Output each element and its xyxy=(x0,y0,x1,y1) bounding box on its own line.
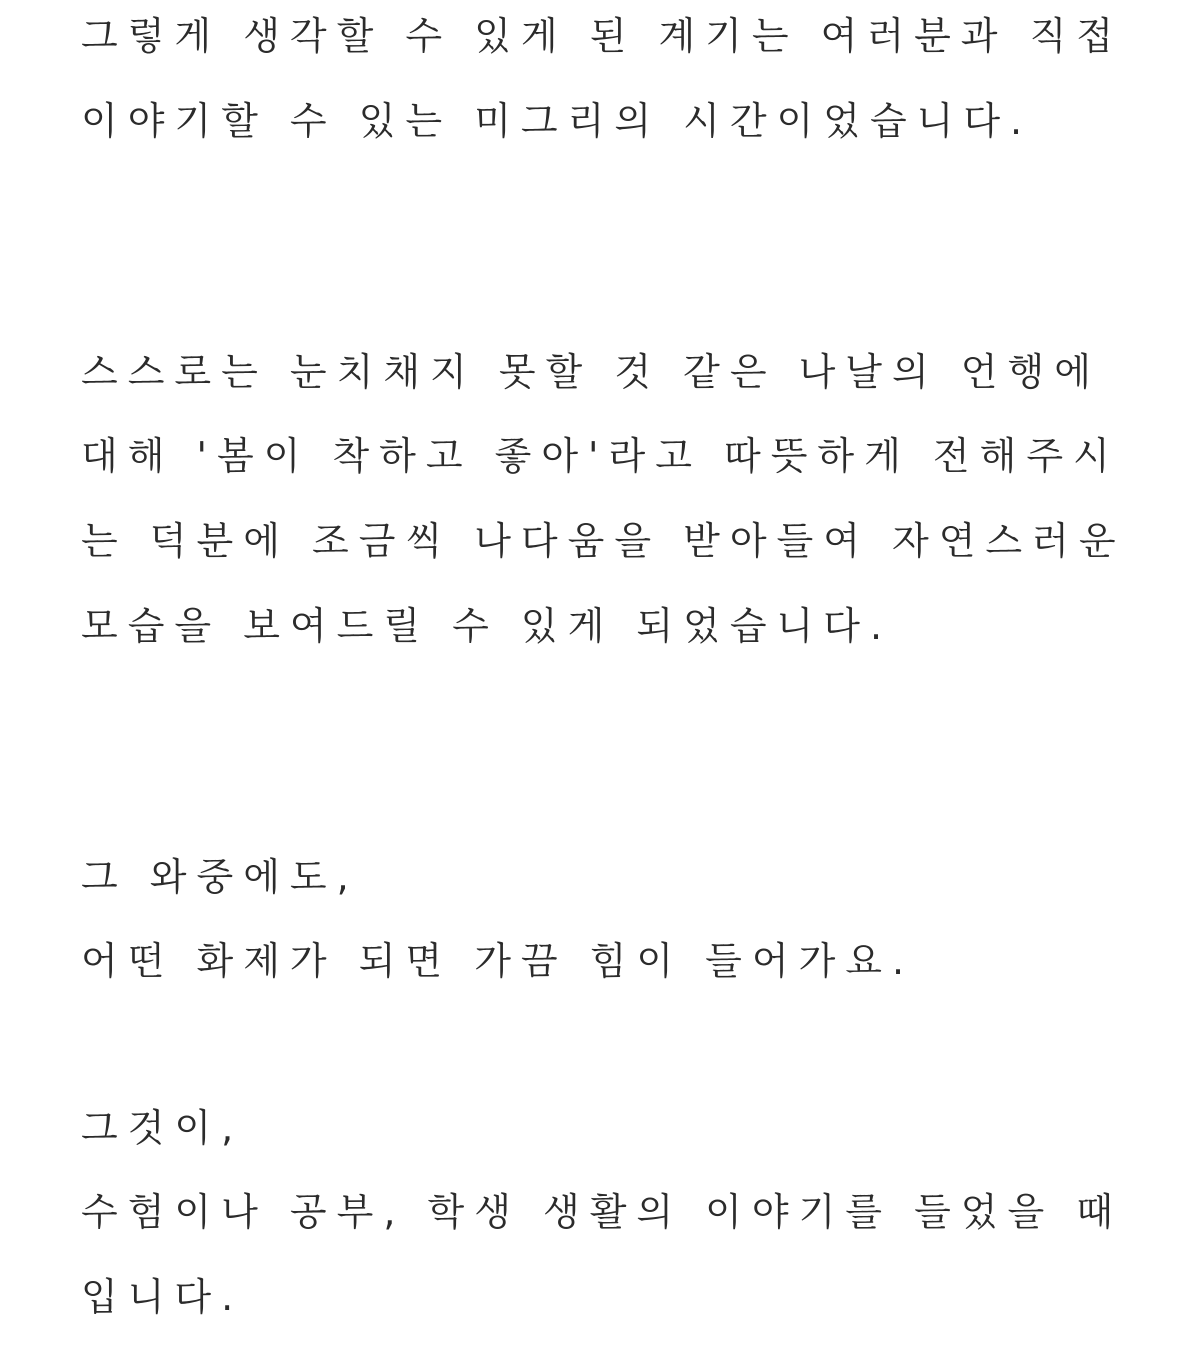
paragraph-1-line-1: 그렇게 생각할 수 있게 된 계기는 여러분과 직접 xyxy=(81,14,1124,58)
paragraph-4-line-3: 입니다. xyxy=(81,1275,244,1319)
paragraph-2-line-3: 는 덕분에 조금씩 나다움을 받아들여 자연스러운 xyxy=(81,519,1126,563)
paragraph-4-line-1: 그것이, xyxy=(81,1106,244,1150)
paragraph-2-line-4: 모습을 보여드릴 수 있게 되었습니다. xyxy=(81,604,893,648)
paragraph-2-line-2: 대해 '봄이 착하고 좋아'라고 따뜻하게 전해주시 xyxy=(81,434,1120,478)
paragraph-1-line-2: 이야기할 수 있는 미그리의 시간이었습니다. xyxy=(81,99,1033,143)
paragraph-3-line-2: 어떤 화제가 되면 가끔 힘이 들어가요. xyxy=(81,939,915,983)
paragraph-2-line-1: 스스로는 눈치채지 못할 것 같은 나날의 언행에 xyxy=(81,350,1101,394)
paragraph-4-line-2: 수험이나 공부, 학생 생활의 이야기를 들었을 때 xyxy=(81,1190,1124,1234)
paragraph-3-line-1: 그 와중에도, xyxy=(81,855,359,899)
